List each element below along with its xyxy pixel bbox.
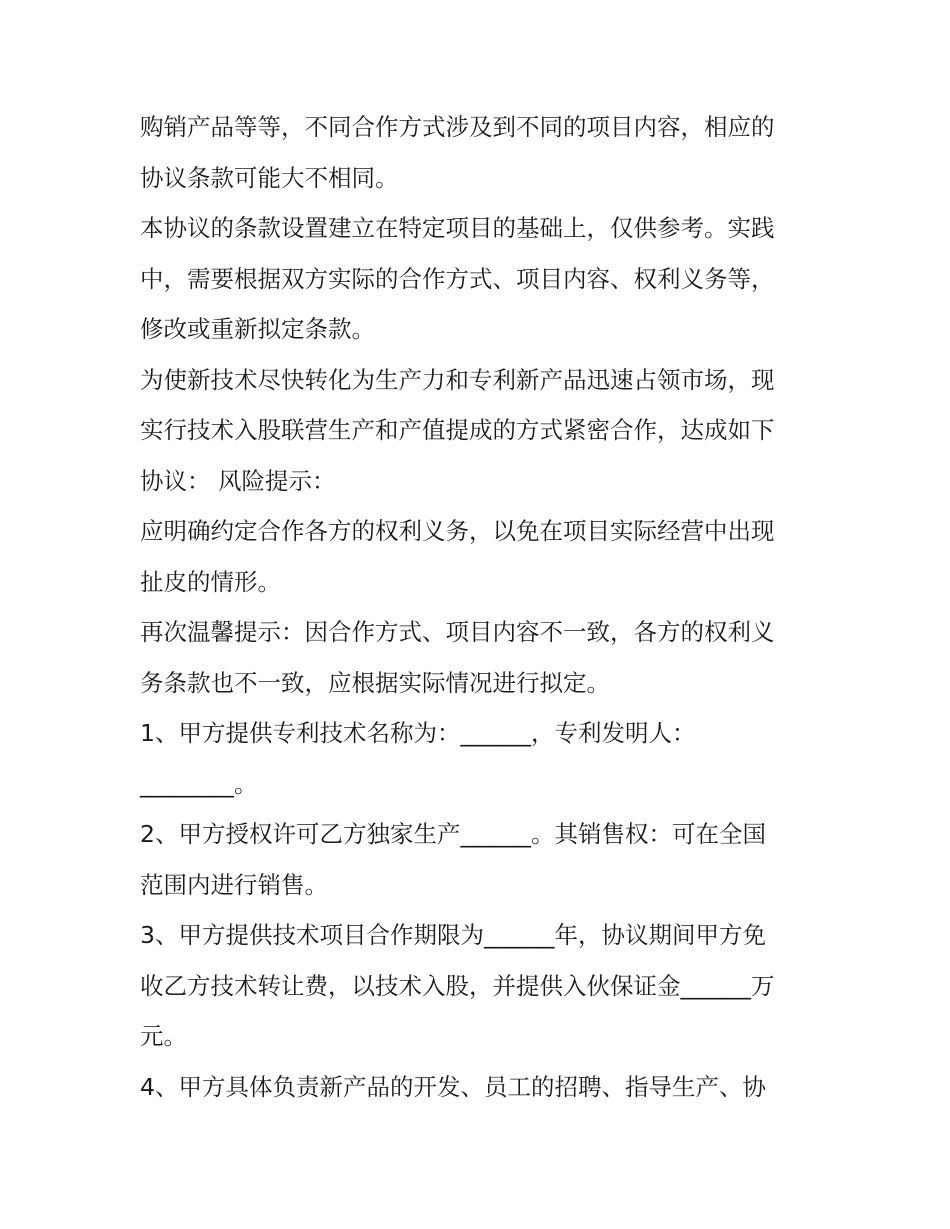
text-line: 扯皮的情形。: [140, 567, 281, 596]
text-line: 2、甲方授权许可乙方独家生产______。其销售权：可在全国: [140, 820, 766, 848]
text-line: 务条款也不一致，应根据实际情况进行拟定。: [140, 668, 610, 697]
text-line: 实行技术入股联营生产和产值提成的方式紧密合作，达成如下: [140, 416, 775, 444]
text-line: 协议条款可能大不相同。: [140, 163, 399, 192]
text-line: 范围内进行销售。: [140, 870, 328, 899]
text-line: 修改或重新拟定条款。: [140, 315, 375, 343]
text-line: 为使新技术尽快转化为生产力和专利新产品迅速占领市场，现: [140, 365, 775, 394]
text-line: 3、甲方提供技术项目合作期限为______年，协议期间甲方免: [140, 921, 766, 949]
text-line: 本协议的条款设置建立在特定项目的基础上，仅供参考。实践: [140, 214, 775, 242]
text-line: 元。: [140, 1022, 187, 1050]
text-line: 收乙方技术转让费，以技术入股，并提供入伙保证金______万: [140, 971, 775, 1000]
text-line: 应明确约定合作各方的权利义务，以免在项目实际经营中出现: [140, 517, 775, 545]
text-line: 再次温馨提示：因合作方式、项目内容不一致，各方的权利义: [140, 618, 775, 646]
text-line: 1、甲方提供专利技术名称为：______，专利发明人：: [140, 719, 696, 747]
document-body: [140, 102, 820, 1112]
text-line: 中，需要根据双方实际的合作方式、项目内容、权利义务等，: [140, 264, 775, 293]
text-line: 4、甲方具体负责新产品的开发、员工的招聘、指导生产、协: [140, 1072, 766, 1101]
text-line: 购销产品等等，不同合作方式涉及到不同的项目内容，相应的: [140, 113, 775, 141]
text-line: 协议： 风险提示：: [140, 466, 336, 495]
text-line: ________。: [140, 769, 258, 798]
